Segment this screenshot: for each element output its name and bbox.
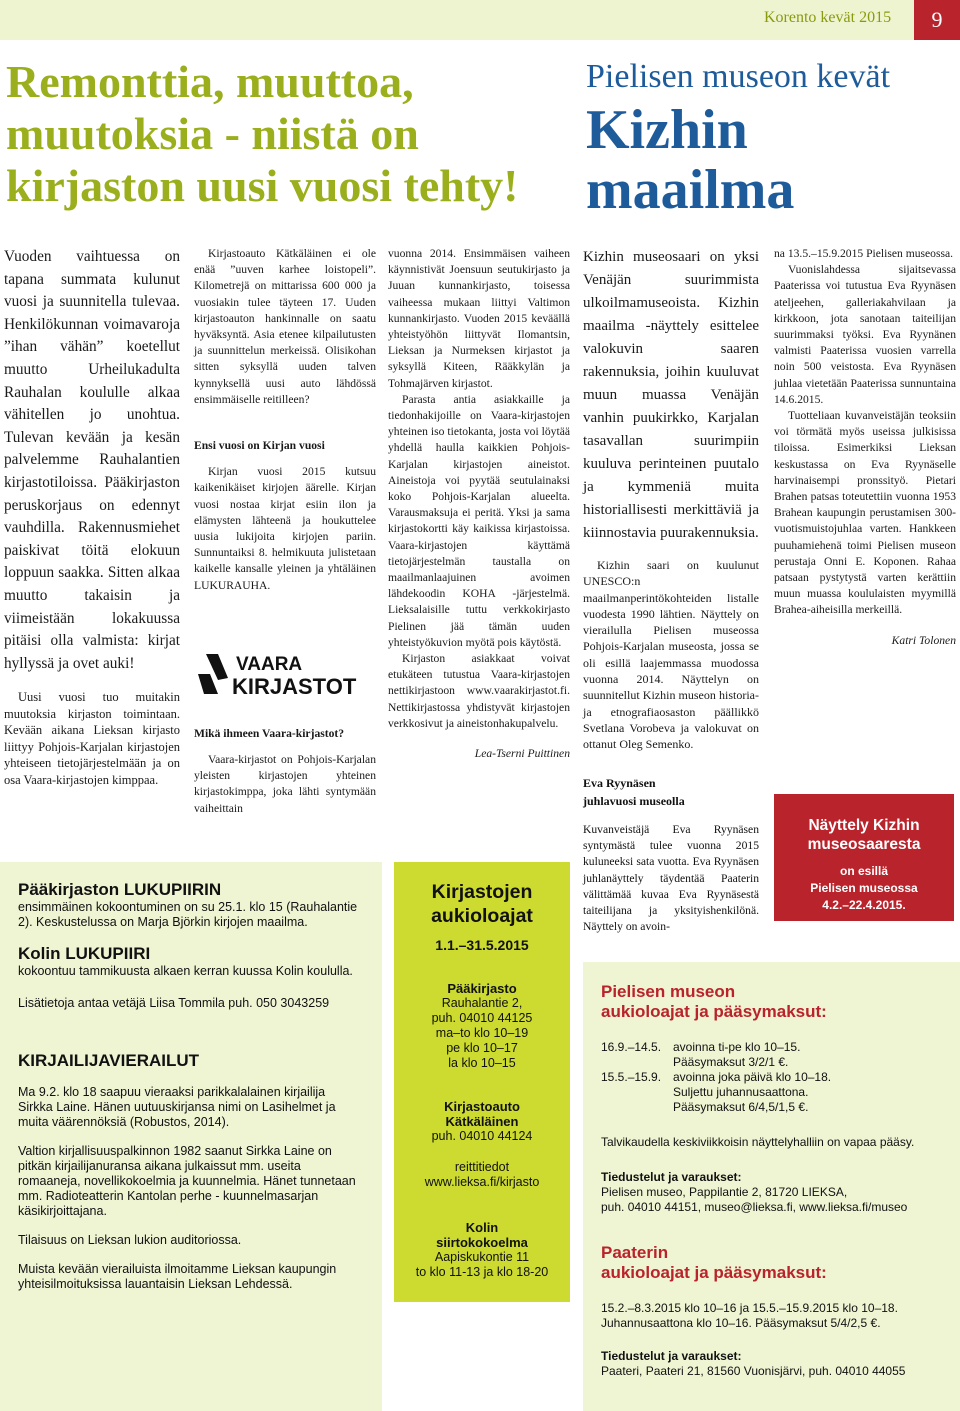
paragraph: Uusi vuosi tuo muitakin muutoksia kirjaston toimintaan. Kevään aikana Lieksan kirjasto liittyy Pohjois-Karjalan kirjastojen yhteiseen tietojärjestelmään ja on osa Vaara-kirjastojen kimppaa. <box>4 690 180 787</box>
box-text: Ma 9.2. klo 18 saapuu vieraaksi parikkalalainen kirjailija Sirkka Laine. Hänen uutuuskirjansa nimi on Lasihelmet ja muita väärennöksiä (Robustos, 2014). <box>18 1085 336 1129</box>
exhibition-line-1: on esillä <box>839 864 889 878</box>
box-text: puh. 04010 44151, museo@lieksa.fi, www.lieksa.fi/museo <box>601 1200 908 1214</box>
box-heading: Paaterin <box>601 1243 669 1262</box>
box-text: Tilaisuus on Lieksan lukion auditoriossa. <box>18 1233 242 1247</box>
box-text: pe klo 10–17 <box>446 1041 518 1055</box>
box-text: Paateri, Paateri 21, 81560 Vuonisjärvi, puh. 04010 44055 <box>601 1364 906 1378</box>
box-text: Muista kevään vierailuista ilmoitamme Lieksan kaupungin yhteisilmoituksissa lauantaisin Lieksan Lehdessä. <box>18 1262 337 1291</box>
table-cell: avoinna joka päivä klo 10–18. <box>673 1070 832 1084</box>
logo-line-2: KIRJASTOT <box>232 674 357 699</box>
column-3 <box>388 246 570 762</box>
column-2 <box>194 246 376 817</box>
box-heading: Pääkirjaston LUKUPIIRIN <box>18 880 222 899</box>
box-text: la klo 10–15 <box>448 1056 516 1070</box>
page-number: 9 <box>914 0 960 40</box>
table-cell: avoinna ti-pe klo 10–15. <box>673 1040 801 1054</box>
box-heading: Pielisen museon <box>601 982 736 1001</box>
paragraph: Kirjan vuosi 2015 kutsuu kaikenikäiset kirjojen äärelle. Kirjan vuosi nostaa kirjat esiin ilon ja elämysten lähteenä ja houkuttelee uusia lukijoita kirjojen pariin. Sunnuntaiksi 8. helmikuuta julistetaan kaikelle kansalle yleinen ja yhtäläinen LUKURAUHA. <box>194 465 376 592</box>
box-text: Lisätietoja antaa vetäjä Liisa Tommila puh. 050 3043259 <box>18 996 330 1010</box>
table-row <box>601 1040 831 1055</box>
box-heading: aukioloajat ja pääsymaksut: <box>601 1002 827 1021</box>
box-text: 15.2.–8.3.2015 klo 10–16 ja 15.5.–15.9.2015 klo 10–18. Juhannusaattona klo 10–16. Pääsymaksut 5/4/2,5 €. <box>601 1301 898 1330</box>
subheading: Mikä ihmeen Vaara-kirjastot? <box>194 726 345 740</box>
exhibition-title-2: museosaaresta <box>807 836 921 853</box>
box-text: Talvikaudella keskiviikkoisin näyttelyhalliin on vapaa pääsy. <box>601 1135 915 1149</box>
box-text: Valtion kirjallisuuspalkinnon 1982 saanut Sirkka Laine on pitkän kirjailijanuransa aikana julkaissut mm. useita romaaneja, novellikokoelmia ja kuunnelmia. Hänet tunnetaan mm. Radioteatterin Kantolan perhe - kuunnelmasarjan käsikirjoittajana. <box>18 1144 356 1218</box>
issue-label: Korento kevät 2015 <box>764 9 892 26</box>
paragraph: Vuonislahdessa sijaitsevassa Paaterissa voi tutustua Eva Ryynäsen ateljeehen, galleriakahvilaan ja kirkkoon, jota sanotaan taiteilijan suurimmaksi työksi. Eva Ryynänen valmisti Paaterissa vuosien varrella noin 500 veistosta. Eva Ryynäsen juhlaa vietetään Paaterissa sunnuntaina 14.6.2015. <box>774 263 956 406</box>
table-row <box>601 1055 831 1070</box>
kizhin-headline: Kizhin maailma <box>586 99 795 221</box>
column-4 <box>583 246 759 753</box>
signature: Lea-Tserni Puittinen <box>474 747 570 761</box>
box-link[interactable]: www.lieksa.fi/kirjasto <box>424 1175 540 1189</box>
paragraph: Kirjastoauto Kätkäläinen ei ole enää ”uuven karhee loistopeli”. Kilometrejä on mittarissa 600 000 ja vuosiakin tulee täyteen 17. Uuden kirjastoauton hankinnalle on saatu hyväksyntä. Asia etenee kilpailutusten ja suunnittelun merkeissä. Olisikohan sitten syksyllä uuden talven kynnyksellä uusi auto lähdössä ensimmäiselle reitilleen? <box>194 247 376 406</box>
table-row <box>601 1085 831 1100</box>
box-text: puh. 04010 44125 <box>431 1011 533 1025</box>
lukupiiri-box <box>0 862 382 1411</box>
exhibition-line-2: Pielisen museossa <box>810 881 918 895</box>
subheading: Ensi vuosi on Kirjan vuosi <box>194 439 325 453</box>
box-text: puh. 04010 44124 <box>431 1129 533 1143</box>
kizhin-pretitle: Pielisen museon kevät <box>586 58 891 95</box>
library-name: Kolin <box>465 1220 499 1235</box>
table-cell: Pääsymaksut 3/2/1 €. <box>673 1055 789 1069</box>
library-name: siirtokokoelma <box>436 1235 528 1250</box>
exhibition-title-1: Näyttely Kizhin <box>808 817 920 834</box>
paragraph: Kirjaston asiakkaat voivat etukäteen tutustua Vaara-kirjastojen nettikirjastoon www.vaarakirjastot.fi. Nettikirjastossa yhdistyvät kirjastojen verkkosivut ja aineistonhakupalvelu. <box>388 652 570 730</box>
box-heading: aukioloajat ja pääsymaksut: <box>601 1263 827 1282</box>
box-subheading: Tiedustelut ja varaukset: <box>601 1170 742 1184</box>
box-text: to klo 11-13 ja klo 18-20 <box>415 1265 549 1279</box>
box-dates: 1.1.–31.5.2015 <box>435 937 529 953</box>
box-title: Kirjastojen <box>431 881 533 903</box>
box-title: aukioloajat <box>431 905 533 927</box>
aukioloajat-box <box>394 862 570 1302</box>
ryynanen-body: Kuvanveistäjä Eva Ryynäsen syntymästä tulee vuonna 2015 kuluneeksi sata vuotta. Eva Ryynäsen juhlanäyttely täydentää Paaterin välittämää kuvaa Eva Ryynäsestä taiteilijana ja yksityishenkilönä. Näyttely on avoin- <box>583 823 759 934</box>
column-1 <box>4 246 180 788</box>
paragraph: Kizhin saari on kuulunut UNESCO:n maailmanperintökohteiden listalle vuodesta 1990 lähtien. Näyttely on vierailulla Pielisen museossa Pohjois-Karjalan museosta, jossa se oli esillä laajemmassa muodossa vuonna 2014. Näyttelyn on suunnitellut Kizhin museon historia- ja etnografiaosaston päällikkö Svetlana Vorobeva ja valokuvat on ottanut Oleg Semenko. <box>583 558 759 752</box>
paragraph: Parasta antia asiakkaille ja tiedonhakijoille on Vaara-kirjastojen yhteinen iso tietokanta, josta voi löytää yhdellä haulla kaikkien Pohjois-Karjalan kirjastojen aineistot. Aineistoja voi pyytää seutulainaksi koko Pohjois-Karjalan alueelta. Varausmaksuja ei peritä. Yksi ja sama kirjastokortti käy kaikissa kirjastoissa. Vaara-kirjastojen käyttämä tietojärjestelmän taustalla on maailmanlaajuinen avoimen lähdekoodin KOHA -järjestelmä. Lieksalaisille tuttu verkkokirjasto Pielinen jää tämän uuden yhteistyökuvion myötä pois käytöstä. <box>388 392 570 649</box>
main-headline: Remonttia, muuttoa, muutoksia - niistä on kirjaston uusi vuosi tehty! <box>6 56 519 211</box>
exhibition-dates: 4.2.–22.4.2015. <box>822 898 906 912</box>
box-text: reittitiedot <box>454 1160 510 1174</box>
box-subheading: Tiedustelut ja varaukset: <box>601 1349 742 1363</box>
box-text: ma–to klo 10–19 <box>435 1026 529 1040</box>
box-text: Rauhalantie 2, <box>441 996 523 1010</box>
library-name: Kirjastoauto <box>444 1099 520 1114</box>
paragraph: na 13.5.–15.9.2015 Pielisen museossa. <box>774 247 954 260</box>
paragraph: Tuotteliaan kuvanveistäjän teoksiin voi törmätä myös useissa julkisissa tiloissa. Esimerkiksi Lieksan keskustassa on Eva Ryynäselle harvinaisempi pronssityö. Pietari Brahen patsas toteutettiin vuonna 1953 Brahean kaupungin perustamisen 300-vuotismuistojuhlaa varten. Hankkeen puuhamiehenä toimi Pielisen museon perustaja Onni E. Koponen. Rahaa patsaan pystytystä varten kerättiin muun muassa koululaisten myymillä Brahea-aiheisilla merkeillä. <box>774 409 956 617</box>
ryynanen-heading <box>583 774 685 810</box>
box-text: ensimmäinen kokoontuminen on su 25.1. klo 15 (Rauhalantie 2). Keskustelussa on Marja Björkin kirjojen maailma. <box>18 900 358 929</box>
exhibition-box <box>774 794 954 921</box>
ryynanen-heading-line-1: Eva Ryynäsen <box>583 776 656 790</box>
box-text: Aapiskukontie 11 <box>434 1250 530 1264</box>
museo-aukiolo-box <box>583 962 960 1411</box>
vaara-kirjastot-logo <box>196 650 372 700</box>
table-row <box>601 1070 831 1085</box>
table-cell: Pääsymaksut 6/4,5/1,5 €. <box>673 1100 809 1114</box>
paragraph: Vaara-kirjastot on Pohjois-Karjalan yleisten kirjastojen yhteinen kirjastokimppa, joka lähti syntymään vaiheittain <box>194 753 376 815</box>
box-text: Pielisen museo, Pappilantie 2, 81720 LIEKSA, <box>601 1185 848 1199</box>
table-row <box>601 1100 831 1115</box>
lead-paragraph: Vuoden vaihtuessa on tapana summata kulunut vuosi ja suunnitella tulevaa. Henkilökunnan voimavaroja ”ihan vähän” koetellut muutto Urheilukadulta Rauhalan koululle alkaa vähitellen jo unohtua. Tulevan kevään ja kesän palvelemme Rauhalantien kirjastotiloissa. Pääkirjaston peruskorjaus on edennyt vauhdilla. Rakennusmiehet paiskivat töitä elokuun loppuun saakka. Sitten alkaa muutto takaisin ja viimeistään lokakuussa pitäisi olla valmista: kirjat hyllyssä ja ovet auki! <box>4 248 180 672</box>
table-cell: Suljettu juhannusaattona. <box>673 1085 809 1099</box>
table-cell: 16.9.–14.5. <box>601 1040 662 1054</box>
hours-table <box>601 1040 831 1115</box>
box-heading: Kolin LUKUPIIRI <box>18 944 151 963</box>
paragraph: vuonna 2014. Ensimmäisen vaiheen käynnistivät Joensuun seutukirjasto ja Juuan kunnankirjasto, toisessa vaiheessa mukaan liittyi Valtimon kunnankirjasto. Vuoden 2015 keväällä yhteistyöhön liittyvät Ilomantsin, Lieksan ja Nurmeksen kirjastot ja syksyllä Kiteen, Rääkkylän ja Tohmajärven kirjastot. <box>388 247 570 390</box>
logo-line-1: VAARA <box>236 654 303 675</box>
table-cell: 15.5.–15.9. <box>601 1070 662 1084</box>
library-name: Pääkirjasto <box>447 981 517 996</box>
lead-paragraph: Kizhin museosaari on yksi Venäjän suurimmista ulkoilmamuseoista. Kizhin maailma -näyttely esittelee valokuvin saaren rakennuksia, joihin kuuluvat muun muassa Venäjän vanhin puukirkko, Karjalan tasavallan suurimpiin kuuluva perinteinen puutalo ja kymmeniä muita historiallisesti merkittäviä ja kiinnostavia puurakennuksia. <box>583 249 759 541</box>
library-name: Kätkäläinen <box>445 1114 519 1129</box>
vaara-logo-icon <box>196 650 372 700</box>
ryynanen-heading-line-2: juhlavuosi museolla <box>583 794 685 808</box>
signature: Katri Tolonen <box>891 633 956 647</box>
box-text: kokoontuu tammikuusta alkaen kerran kuussa Kolin koululla. <box>18 964 353 978</box>
column-5 <box>774 246 956 649</box>
box-heading: KIRJAILIJAVIERAILUT <box>18 1051 200 1070</box>
